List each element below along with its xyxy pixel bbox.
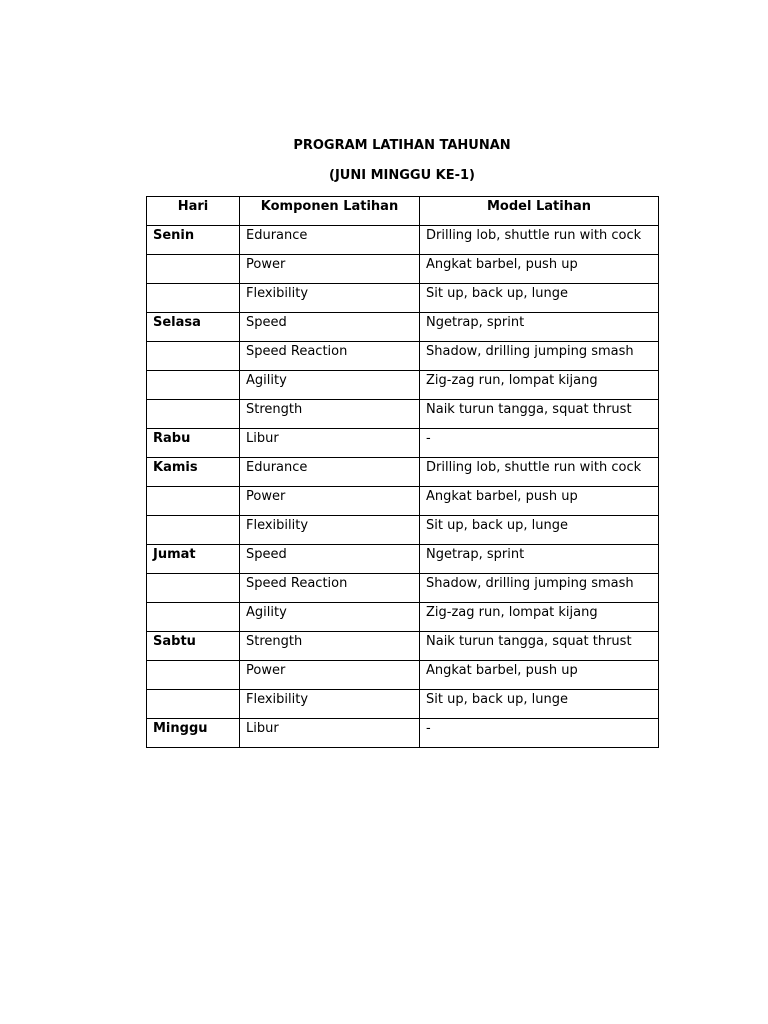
table-row xyxy=(147,255,659,284)
document-title: PROGRAM LATIHAN TAHUNAN xyxy=(293,138,511,153)
day-cell: Kamis xyxy=(147,458,240,487)
table-row xyxy=(147,226,659,255)
table-row xyxy=(147,429,659,458)
table-row xyxy=(147,284,659,313)
model-cell: Sit up, back up, lunge xyxy=(420,284,659,313)
component-cell: Speed xyxy=(240,313,420,342)
day-cell: Selasa xyxy=(147,313,240,342)
model-cell: Drilling lob, shuttle run with cock xyxy=(420,458,659,487)
component-cell: Flexibility xyxy=(240,284,420,313)
day-cell: Minggu xyxy=(147,719,240,748)
component-cell: Libur xyxy=(240,719,420,748)
component-cell: Speed xyxy=(240,545,420,574)
model-cell: Ngetrap, sprint xyxy=(420,313,659,342)
model-cell: Zig-zag run, lompat kijang xyxy=(420,603,659,632)
day-cell xyxy=(147,342,240,371)
component-cell: Strength xyxy=(240,400,420,429)
table-header-row xyxy=(147,197,659,226)
day-cell xyxy=(147,516,240,545)
component-cell: Flexibility xyxy=(240,690,420,719)
component-cell: Power xyxy=(240,255,420,284)
day-cell xyxy=(147,284,240,313)
day-cell: Rabu xyxy=(147,429,240,458)
day-cell xyxy=(147,574,240,603)
model-cell: Ngetrap, sprint xyxy=(420,545,659,574)
model-cell: Sit up, back up, lunge xyxy=(420,516,659,545)
component-cell: Libur xyxy=(240,429,420,458)
day-cell xyxy=(147,255,240,284)
component-cell: Agility xyxy=(240,371,420,400)
table-row xyxy=(147,487,659,516)
training-program-table xyxy=(146,196,659,748)
model-cell: Naik turun tangga, squat thrust xyxy=(420,632,659,661)
component-cell: Speed Reaction xyxy=(240,342,420,371)
model-cell: Zig-zag run, lompat kijang xyxy=(420,371,659,400)
model-cell: Angkat barbel, push up xyxy=(420,487,659,516)
table-row xyxy=(147,603,659,632)
model-cell: - xyxy=(420,429,659,458)
table-row xyxy=(147,661,659,690)
day-cell xyxy=(147,603,240,632)
model-cell: Shadow, drilling jumping smash xyxy=(420,342,659,371)
model-cell: Naik turun tangga, squat thrust xyxy=(420,400,659,429)
model-cell: Angkat barbel, push up xyxy=(420,661,659,690)
header-model-latihan: Model Latihan xyxy=(420,197,659,226)
table-row xyxy=(147,313,659,342)
document-subtitle: (JUNI MINGGU KE-1) xyxy=(329,168,475,183)
component-cell: Edurance xyxy=(240,226,420,255)
table-row xyxy=(147,371,659,400)
table-row xyxy=(147,690,659,719)
model-cell: Angkat barbel, push up xyxy=(420,255,659,284)
table-row xyxy=(147,719,659,748)
day-cell xyxy=(147,661,240,690)
model-cell: Shadow, drilling jumping smash xyxy=(420,574,659,603)
table-row xyxy=(147,545,659,574)
day-cell: Sabtu xyxy=(147,632,240,661)
day-cell xyxy=(147,400,240,429)
model-cell: Sit up, back up, lunge xyxy=(420,690,659,719)
component-cell: Strength xyxy=(240,632,420,661)
header-komponen-latihan: Komponen Latihan xyxy=(240,197,420,226)
day-cell: Senin xyxy=(147,226,240,255)
table-body xyxy=(147,226,659,748)
component-cell: Power xyxy=(240,661,420,690)
day-cell xyxy=(147,487,240,516)
day-cell xyxy=(147,690,240,719)
model-cell: Drilling lob, shuttle run with cock xyxy=(420,226,659,255)
component-cell: Power xyxy=(240,487,420,516)
header-hari: Hari xyxy=(147,197,240,226)
component-cell: Speed Reaction xyxy=(240,574,420,603)
table-row xyxy=(147,516,659,545)
component-cell: Edurance xyxy=(240,458,420,487)
table-row xyxy=(147,574,659,603)
day-cell xyxy=(147,371,240,400)
model-cell: - xyxy=(420,719,659,748)
table-row xyxy=(147,632,659,661)
day-cell: Jumat xyxy=(147,545,240,574)
table-row xyxy=(147,458,659,487)
table-row xyxy=(147,342,659,371)
table-row xyxy=(147,400,659,429)
component-cell: Agility xyxy=(240,603,420,632)
component-cell: Flexibility xyxy=(240,516,420,545)
